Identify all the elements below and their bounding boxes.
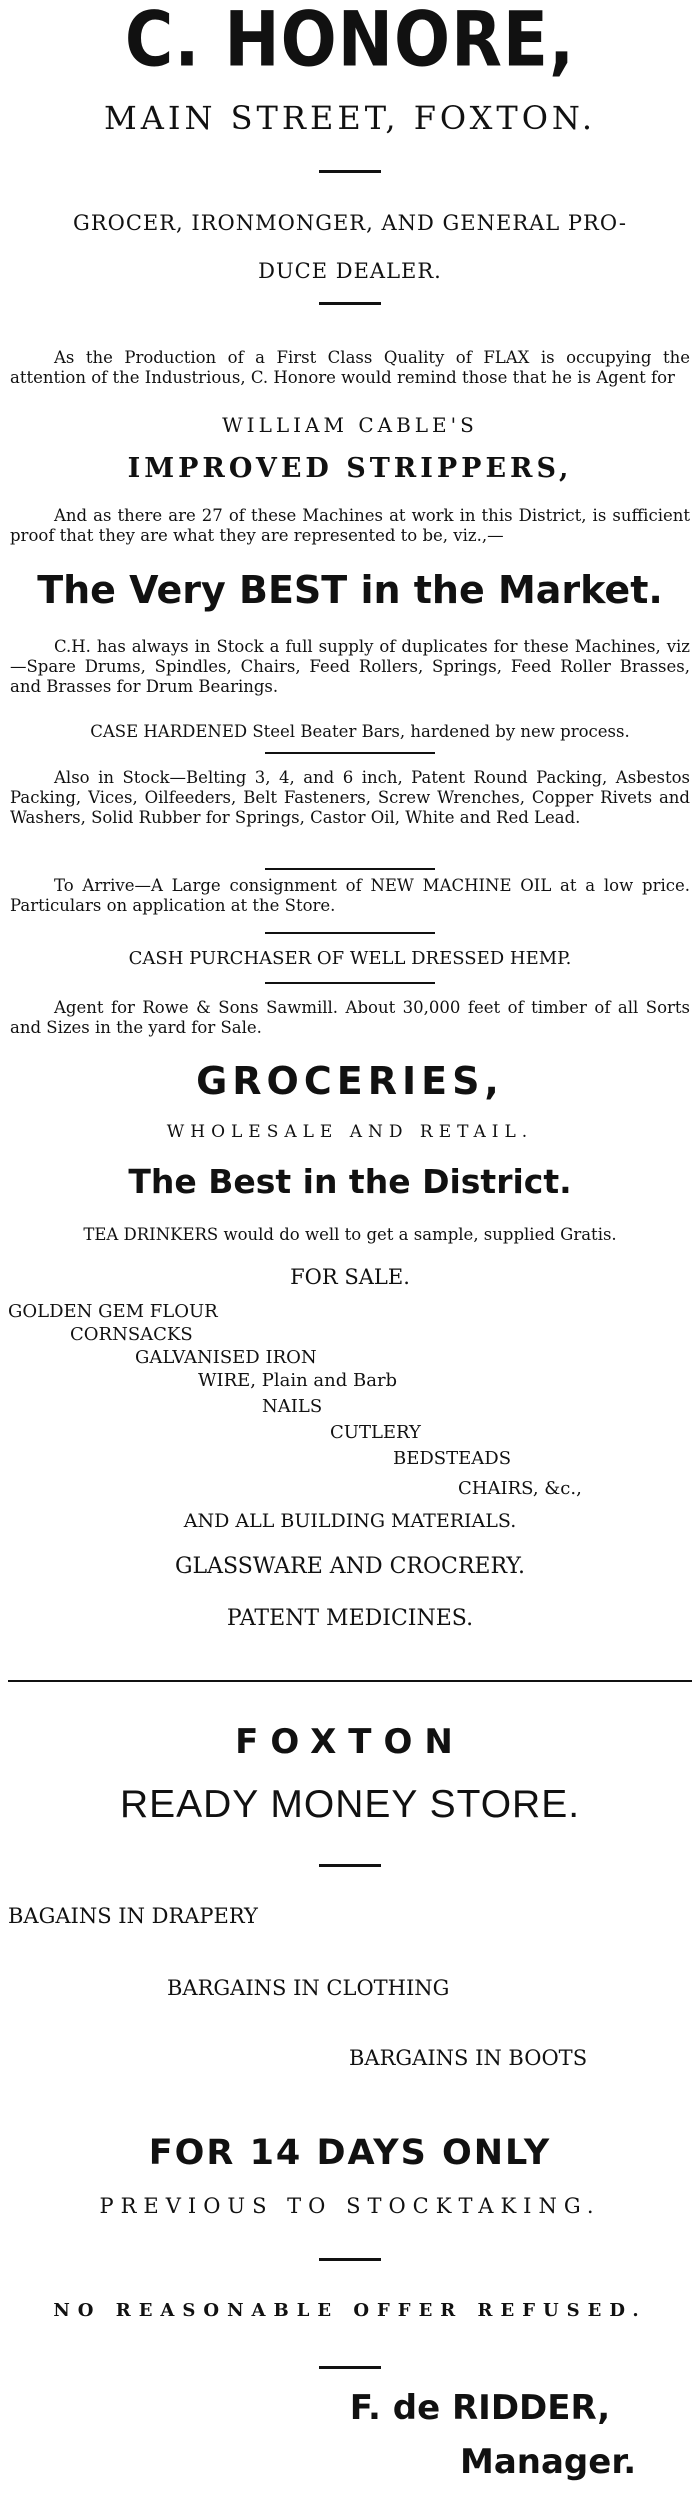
honore-name-heading: C. HONORE,: [124, 0, 576, 84]
also-in-stock-paragraph: Also in Stock—Belting 3, 4, and 6 inch, Patent Round Packing, Asbestos Packing, Vices, Oilfeeders, Belt Fasteners, Screw Wrenches, Copper Rivets and Washers, Solid Rubber for Springs, Castor Oil, White and Red Lead.: [10, 768, 690, 827]
divider-rule: [319, 2258, 381, 2261]
stocktaking-line: PREVIOUS TO STOCKTAKING.: [99, 2194, 601, 2218]
manager-title: Manager.: [460, 2442, 637, 2482]
trade-description-line-1: GROCER, IRONMONGER, AND GENERAL PRO-: [73, 211, 627, 235]
ready-money-store-heading: READY MONEY STORE.: [119, 1783, 581, 1826]
to-arrive-paragraph: To Arrive—A Large consignment of NEW MACHINE OIL at a low price. Particulars on application at the Store.: [10, 876, 690, 915]
case-hardened-line: CASE HARDENED Steel Beater Bars, hardened by new process.: [90, 722, 630, 741]
advertisement-separator: [8, 1680, 692, 1682]
divider-rule: [265, 932, 435, 934]
sale-item: GOLDEN GEM FLOUR: [8, 1301, 218, 1322]
trade-description-line-2: DUCE DEALER.: [258, 259, 442, 283]
honore-address: MAIN STREET, FOXTON.: [103, 99, 597, 137]
divider-rule: [319, 2366, 381, 2369]
best-in-district-heading: The Best in the District.: [128, 1162, 572, 1201]
cable-line: WILLIAM CABLE'S: [222, 413, 478, 437]
divider-rule: [319, 170, 381, 173]
divider-rule: [265, 868, 435, 870]
divider-rule: [265, 752, 435, 754]
sale-item: BEDSTEADS: [393, 1448, 512, 1469]
divider-rule: [319, 1864, 381, 1867]
tea-drinkers-line: TEA DRINKERS would do well to get a sample, supplied Gratis.: [83, 1225, 617, 1244]
flax-paragraph: As the Production of a First Class Quality of FLAX is occupying the attention of the Industrious, C. Honore would remind those that he is Agent for: [10, 348, 690, 387]
wholesale-retail-line: WHOLESALE AND RETAIL.: [166, 1122, 534, 1142]
machines-paragraph: And as there are 27 of these Machines at work in this District, is sufficient proof that they are what they are represented to be, viz.,—: [10, 506, 690, 545]
sawmill-paragraph: Agent for Rowe & Sons Sawmill. About 30,000 feet of timber of all Sorts and Sizes in the yard for Sale.: [10, 998, 690, 1037]
divider-rule: [319, 302, 381, 305]
sale-item: GALVANISED IRON: [135, 1347, 317, 1368]
patent-medicines-line: PATENT MEDICINES.: [226, 1606, 474, 1631]
divider-rule: [265, 982, 435, 984]
bargains-clothing-line: BARGAINS IN CLOTHING: [167, 1976, 450, 2000]
fourteen-days-heading: FOR 14 DAYS ONLY: [148, 2133, 552, 2173]
strippers-heading: IMPROVED STRIPPERS,: [127, 453, 573, 484]
sale-item: CHAIRS, &c.,: [458, 1478, 582, 1499]
very-best-heading: The Very BEST in the Market.: [37, 568, 663, 612]
foxton-heading: FOXTON: [235, 1722, 465, 1762]
sale-item: CUTLERY: [330, 1422, 421, 1443]
groceries-heading: GROCERIES,: [196, 1059, 504, 1103]
sale-item: WIRE, Plain and Barb: [198, 1370, 398, 1391]
stock-paragraph: C.H. has always in Stock a full supply of duplicates for these Machines, viz—Spare Drums, Spindles, Chairs, Feed Rollers, Springs, Feed Roller Brasses, and Brasses for Drum Bearings.: [10, 637, 690, 696]
glassware-line: GLASSWARE AND CROCRERY.: [174, 1554, 526, 1579]
bargains-drapery-line: BAGAINS IN DRAPERY: [8, 1904, 258, 1928]
sale-item: CORNSACKS: [70, 1324, 193, 1345]
cash-purchaser-line: CASH PURCHASER OF WELL DRESSED HEMP.: [128, 948, 572, 969]
sale-item: NAILS: [262, 1396, 323, 1417]
bargains-boots-line: BARGAINS IN BOOTS: [349, 2046, 588, 2070]
building-materials-line: AND ALL BUILDING MATERIALS.: [183, 1510, 517, 1532]
for-sale-heading: FOR SALE.: [290, 1265, 410, 1289]
manager-name: F. de RIDDER,: [349, 2388, 611, 2428]
offer-refused-line: NO REASONABLE OFFER REFUSED.: [53, 2300, 647, 2321]
